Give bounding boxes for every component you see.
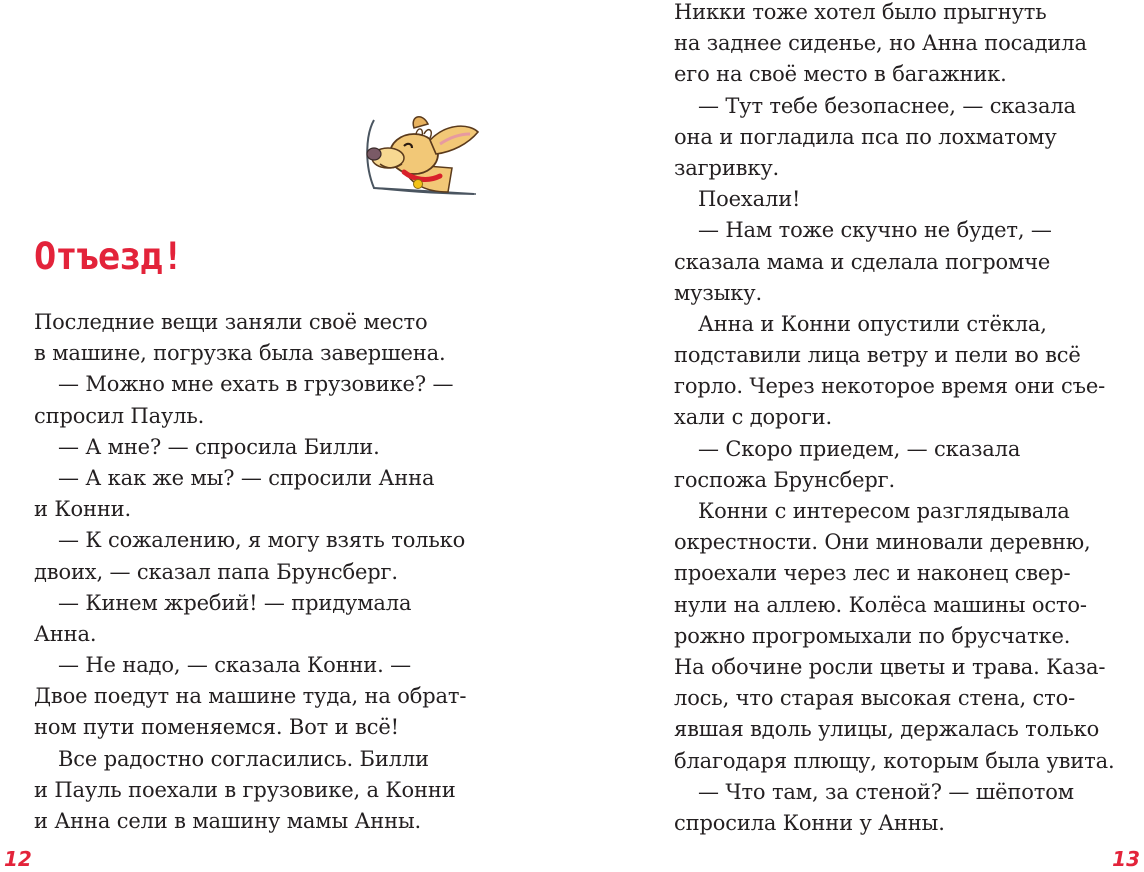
text-line: его на своё место в багажник.: [674, 62, 1007, 87]
page-number: 13: [1112, 847, 1140, 871]
text-line: двоих, — сказал папа Брунсберг.: [34, 559, 398, 584]
text-line: — А мне? — спросила Билли.: [58, 434, 380, 459]
body-text-left: [34, 307, 494, 837]
text-line: — Что там, за стеной? — шёпотом: [698, 779, 1074, 804]
text-line: — Тут тебе безопаснее, — сказала: [698, 93, 1076, 118]
text-line: окрестности. Они миновали деревню,: [674, 530, 1091, 555]
text-line: и Пауль поехали в грузовике, а Конни: [34, 777, 456, 802]
text-line: — К сожалению, я могу взять только: [58, 528, 466, 553]
left-page: [0, 0, 572, 871]
text-line: Все радостно согласились. Билли: [58, 746, 429, 771]
text-line: Двое поедут на машине туда, на обрат-: [34, 684, 467, 709]
text-line: — Можно мне ехать в грузовике? —: [58, 372, 454, 397]
text-line: Никки тоже хотел было прыгнуть: [674, 0, 1047, 24]
text-line: ном пути поменяемся. Вот и всё!: [34, 715, 399, 740]
text-line: — А как же мы? — спросили Анна: [58, 465, 435, 490]
text-line: нули на аллею. Колёса машины осто-: [674, 592, 1087, 617]
text-line: в машине, погрузка была завершена.: [34, 341, 446, 366]
page-number: 12: [4, 847, 32, 871]
text-line: спросил Пауль.: [34, 403, 205, 428]
chapter-title: Отъезд!: [34, 235, 183, 278]
text-line: и Конни.: [34, 497, 132, 522]
text-line: сказала мама и сделала погромче: [674, 249, 1051, 274]
text-line: загривку.: [674, 155, 780, 180]
right-page: [572, 0, 1144, 871]
body-text-right: [674, 0, 1124, 839]
text-line: — Не надо, — сказала Конни. —: [58, 653, 412, 678]
text-line: подставили лица ветру и пели во всё: [674, 343, 1081, 368]
dog-in-car-window-icon: [352, 114, 480, 198]
text-line: Анна.: [34, 621, 97, 646]
text-line: спросила Конни у Анны.: [674, 810, 945, 835]
text-line: явшая вдоль улицы, держалась только: [674, 717, 1100, 742]
text-line: — Скоро приедем, — сказала: [698, 436, 1021, 461]
text-line: лось, что старая высокая стена, сто-: [674, 686, 1076, 711]
text-line: Последние вещи заняли своё место: [34, 310, 428, 334]
text-line: рожно прогромыхали по брусчатке.: [674, 623, 1071, 648]
text-line: благодаря плющу, которым была увита.: [674, 748, 1115, 773]
text-line: Поехали!: [698, 187, 801, 212]
text-line: На обочине росли цветы и трава. Каза-: [674, 654, 1106, 679]
text-line: на заднее сиденье, но Анна посадила: [674, 31, 1087, 56]
text-line: горло. Через некоторое время они съе-: [674, 374, 1106, 399]
text-line: госпожа Брунсберг.: [674, 467, 896, 492]
text-line: хали с дороги.: [674, 405, 833, 430]
text-line: проехали через лес и наконец свер-: [674, 561, 1071, 586]
text-line: она и погладила пса по лохматому: [674, 124, 1057, 149]
text-line: Конни с интересом разглядывала: [698, 499, 1070, 523]
text-line: — Кинем жребий! — придумала: [58, 590, 412, 615]
text-line: — Нам тоже скучно не будет, —: [698, 218, 1052, 243]
text-line: и Анна сели в машину мамы Анны.: [34, 809, 422, 833]
text-line: музыку.: [674, 280, 762, 305]
text-line: Анна и Конни опустили стёкла,: [698, 311, 1047, 336]
